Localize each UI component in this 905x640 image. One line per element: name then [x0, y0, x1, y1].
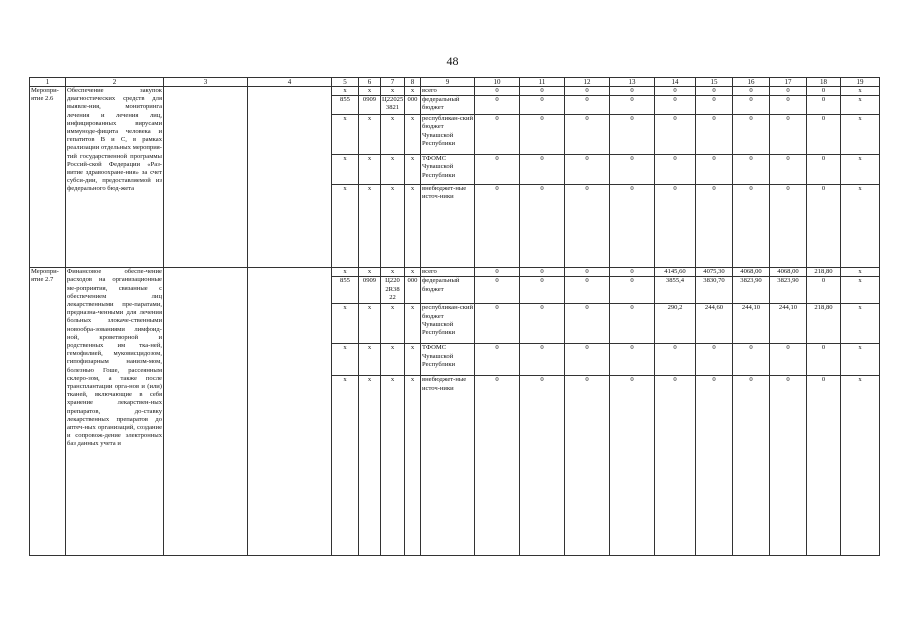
year-value: 0	[696, 87, 733, 96]
year-value: 3823,90	[770, 277, 807, 304]
grbs-code: х	[332, 376, 359, 556]
year-value: 218,80	[807, 268, 841, 277]
year-value: 0	[807, 277, 841, 304]
col-header: 1	[30, 78, 66, 87]
funding-source: всего	[421, 268, 475, 277]
year-value: 0	[610, 96, 655, 115]
year-value: 0	[655, 185, 696, 268]
event-label: Меропри- ятие 2.6	[30, 87, 66, 268]
year-value: 0	[733, 155, 770, 185]
col-header: 4	[248, 78, 332, 87]
year-value: 244,60	[696, 304, 733, 344]
year-value: 0	[475, 277, 520, 304]
year-value: х	[841, 185, 880, 268]
year-value: 0	[565, 185, 610, 268]
year-value: 0	[610, 155, 655, 185]
year-value: 0	[610, 376, 655, 556]
grbs-code: х	[332, 268, 359, 277]
year-value: 0	[733, 115, 770, 155]
year-value: 0	[565, 96, 610, 115]
event-description: Обеспечение закупок диагностических средств для выявле-ния, мониторинга лечения и лечения лиц, инфицированных вирусами иммуноде-фицита человека и гепатитов В и С, в рамках реализации отдельных мероприя-тий государственной программы Россий-ской Федерации «Раз-витие здравоохране-ния» за счет субси-дии, предоставляемой из федерального бюд-жета	[66, 87, 164, 268]
event-label: Меропри- ятие 2.7	[30, 268, 66, 556]
year-value: 0	[610, 87, 655, 96]
target-article-code: х	[381, 185, 405, 268]
expense-type-code: х	[405, 87, 421, 96]
year-value: 0	[696, 96, 733, 115]
col-header: 17	[770, 78, 807, 87]
year-value: 0	[565, 87, 610, 96]
col-header: 6	[359, 78, 381, 87]
year-value: 290,2	[655, 304, 696, 344]
section-code: х	[359, 185, 381, 268]
col-header: 10	[475, 78, 520, 87]
table-row	[30, 268, 880, 277]
section-code: 0909	[359, 277, 381, 304]
section-code: х	[359, 87, 381, 96]
grbs-code: 855	[332, 277, 359, 304]
year-value: 0	[807, 96, 841, 115]
column-number-row	[30, 78, 880, 87]
year-value: 0	[696, 155, 733, 185]
year-value: 0	[807, 87, 841, 96]
year-value: 0	[475, 344, 520, 376]
section-code: х	[359, 376, 381, 556]
year-value: 0	[520, 304, 565, 344]
table-body	[30, 78, 880, 556]
funding-source: федеральный бюджет	[421, 277, 475, 304]
section-code: х	[359, 304, 381, 344]
funding-source: всего	[421, 87, 475, 96]
year-value: 0	[770, 376, 807, 556]
year-value: 0	[475, 115, 520, 155]
grbs-code: х	[332, 185, 359, 268]
event-col3	[164, 87, 248, 268]
target-article-code: х	[381, 115, 405, 155]
year-value: 0	[807, 155, 841, 185]
year-value: 0	[520, 115, 565, 155]
grbs-code: х	[332, 87, 359, 96]
year-value: 0	[733, 96, 770, 115]
year-value: 0	[610, 185, 655, 268]
year-value: 0	[770, 155, 807, 185]
year-value: 0	[475, 268, 520, 277]
target-article-code: х	[381, 87, 405, 96]
year-value: 3855,4	[655, 277, 696, 304]
col-header: 19	[841, 78, 880, 87]
table-row	[30, 87, 880, 96]
target-article-code: Ц22025 3821	[381, 96, 405, 115]
col-header: 8	[405, 78, 421, 87]
section-code: х	[359, 268, 381, 277]
year-value: 0	[655, 115, 696, 155]
grbs-code: х	[332, 304, 359, 344]
col-header: 7	[381, 78, 405, 87]
col-header: 16	[733, 78, 770, 87]
funding-source: республикан-ский бюджет Чувашской Республики	[421, 304, 475, 344]
funding-source: ТФОМС Чувашской Республики	[421, 344, 475, 376]
section-code: х	[359, 115, 381, 155]
year-value: х	[841, 155, 880, 185]
grbs-code: х	[332, 115, 359, 155]
grbs-code: х	[332, 344, 359, 376]
col-header: 13	[610, 78, 655, 87]
year-value: х	[841, 268, 880, 277]
year-value: 0	[696, 344, 733, 376]
year-value: 0	[565, 115, 610, 155]
year-value: 0	[610, 268, 655, 277]
page-number: 48	[446, 54, 459, 68]
expense-type-code: х	[405, 155, 421, 185]
year-value: 0	[565, 344, 610, 376]
expense-type-code: 000	[405, 277, 421, 304]
year-value: 0	[520, 87, 565, 96]
year-value: 0	[520, 268, 565, 277]
section-code: 0909	[359, 96, 381, 115]
col-header: 18	[807, 78, 841, 87]
expense-type-code: х	[405, 344, 421, 376]
year-value: 4068,00	[770, 268, 807, 277]
year-value: х	[841, 376, 880, 556]
expense-type-code: х	[405, 376, 421, 556]
col-header: 3	[164, 78, 248, 87]
year-value: х	[841, 277, 880, 304]
year-value: 0	[807, 115, 841, 155]
year-value: 0	[565, 304, 610, 344]
year-value: 0	[520, 96, 565, 115]
col-header: 5	[332, 78, 359, 87]
year-value: 244,10	[770, 304, 807, 344]
year-value: 218,80	[807, 304, 841, 344]
year-value: 0	[733, 376, 770, 556]
target-article-code: х	[381, 304, 405, 344]
expense-type-code: х	[405, 268, 421, 277]
event-col4	[248, 87, 332, 268]
event-description: Финансовое обеспе-чение расходов на организационные ме-роприятия, связанные с обеспечением лиц лекарственными пре-паратами, предназна-ченными для лечения больных злокаче-ственными новообра-зованиями лимфоид-ной, кроветворной и родственных им тка-ней, гемофилией, муковисцидозом, гипофизарным нанизм-мом, болезнью Гоше, рассеянным склеро-зом, а также после трансплантации орга-нов и (или) тканей, включающие в себя хранение лекарствен-ных препаратов, до-ставку лекарственных препаратов до аптеч-ных организаций, создание и сопровож-дение электронных баз данных учета и	[66, 268, 164, 556]
expense-type-code: х	[405, 304, 421, 344]
target-article-code: х	[381, 155, 405, 185]
expense-type-code: 000	[405, 96, 421, 115]
budget-table	[29, 77, 880, 556]
funding-source: ТФОМС Чувашской Республики	[421, 155, 475, 185]
year-value: х	[841, 96, 880, 115]
year-value: 0	[610, 344, 655, 376]
year-value: 0	[520, 277, 565, 304]
year-value: 0	[520, 185, 565, 268]
col-header: 2	[66, 78, 164, 87]
expense-type-code: х	[405, 115, 421, 155]
expense-type-code: х	[405, 185, 421, 268]
col-header: 15	[696, 78, 733, 87]
col-header: 9	[421, 78, 475, 87]
col-header: 14	[655, 78, 696, 87]
section-code: х	[359, 155, 381, 185]
year-value: 0	[565, 268, 610, 277]
year-value: 0	[610, 277, 655, 304]
year-value: 0	[520, 344, 565, 376]
target-article-code: х	[381, 268, 405, 277]
year-value: 0	[475, 304, 520, 344]
year-value: 0	[696, 185, 733, 268]
col-header: 12	[565, 78, 610, 87]
year-value: х	[841, 304, 880, 344]
year-value: 0	[733, 185, 770, 268]
col-header: 11	[520, 78, 565, 87]
year-value: 0	[610, 115, 655, 155]
year-value: 0	[655, 155, 696, 185]
year-value: 0	[565, 155, 610, 185]
year-value: 244,10	[733, 304, 770, 344]
year-value: 0	[520, 376, 565, 556]
grbs-code: 855	[332, 96, 359, 115]
year-value: 0	[475, 185, 520, 268]
year-value: 0	[807, 344, 841, 376]
target-article-code: х	[381, 376, 405, 556]
year-value: х	[841, 115, 880, 155]
year-value: 0	[475, 376, 520, 556]
year-value: 0	[770, 115, 807, 155]
funding-source: внебюджет-ные источ-ники	[421, 185, 475, 268]
year-value: 0	[696, 115, 733, 155]
year-value: 0	[770, 96, 807, 115]
funding-source: республикан-ский бюджет Чувашской Республики	[421, 115, 475, 155]
year-value: 0	[610, 304, 655, 344]
year-value: 3830,70	[696, 277, 733, 304]
event-col3	[164, 268, 248, 556]
year-value: 0	[807, 376, 841, 556]
year-value: х	[841, 87, 880, 96]
year-value: 0	[565, 376, 610, 556]
year-value: 3823,90	[733, 277, 770, 304]
year-value: 0	[655, 96, 696, 115]
year-value: 4075,30	[696, 268, 733, 277]
year-value: 0	[475, 155, 520, 185]
year-value: 0	[770, 185, 807, 268]
year-value: 0	[770, 344, 807, 376]
year-value: 4068,00	[733, 268, 770, 277]
year-value: 0	[475, 96, 520, 115]
grbs-code: х	[332, 155, 359, 185]
funding-source: внебюджет-ные источ-ники	[421, 376, 475, 556]
funding-source: федеральный бюджет	[421, 96, 475, 115]
year-value: 0	[565, 277, 610, 304]
year-value: 0	[770, 87, 807, 96]
target-article-code: Ц220 2R38 22	[381, 277, 405, 304]
year-value: 0	[475, 87, 520, 96]
year-value: 0	[807, 185, 841, 268]
year-value: 0	[655, 376, 696, 556]
year-value: х	[841, 344, 880, 376]
year-value: 0	[655, 344, 696, 376]
year-value: 0	[733, 344, 770, 376]
year-value: 0	[520, 155, 565, 185]
year-value: 0	[696, 376, 733, 556]
section-code: х	[359, 344, 381, 376]
year-value: 0	[733, 87, 770, 96]
year-value: 4145,60	[655, 268, 696, 277]
year-value: 0	[655, 87, 696, 96]
event-col4	[248, 268, 332, 556]
target-article-code: х	[381, 344, 405, 376]
